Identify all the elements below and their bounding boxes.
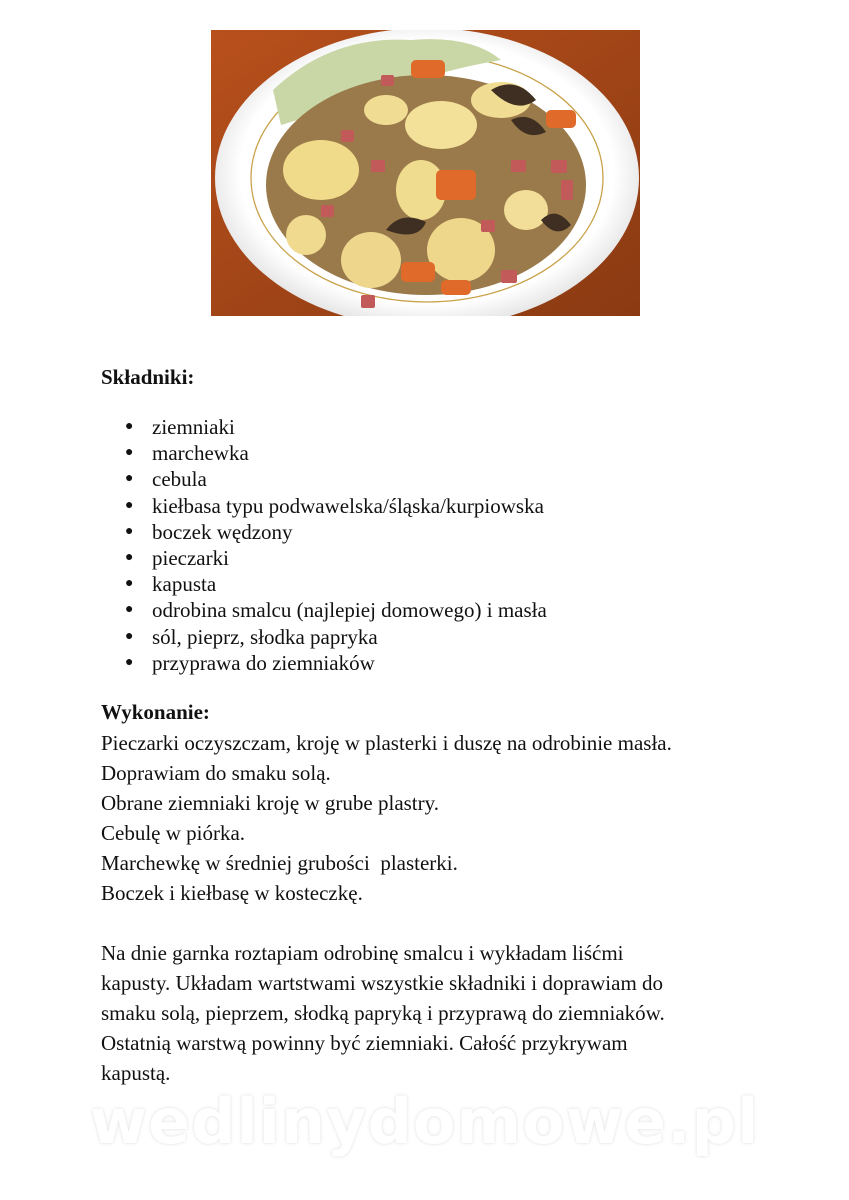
method-heading: Wykonanie: [101, 700, 210, 724]
list-item: ● pieczarki [125, 546, 229, 571]
bullet-icon: ● [125, 523, 134, 539]
method-line: smaku solą, pieprzem, słodką papryką i przyprawą do ziemniaków. [101, 1001, 665, 1025]
bullet-icon: ● [125, 497, 134, 513]
list-item: ● marchewka [125, 441, 249, 466]
method-line: kapustą. [101, 1061, 171, 1085]
bullet-icon: ● [125, 471, 134, 487]
bullet-icon: ● [125, 628, 134, 644]
list-item: ● odrobina smalcu (najlepiej domowego) i masła [125, 598, 547, 623]
method-text [101, 728, 751, 1088]
list-item: ● cebula [125, 467, 207, 492]
method-line: Boczek i kiełbasę w kosteczkę. [101, 881, 363, 905]
method-line: Obrane ziemniaki kroję w grube plastry. [101, 791, 440, 815]
list-item: ● boczek wędzony [125, 519, 293, 544]
method-line: Marchewkę w średniej grubości plasterki. [101, 851, 458, 875]
method-line: Cebulę w piórka. [101, 821, 246, 845]
list-item: ● ziemniaki [125, 415, 235, 439]
bullet-icon: ● [125, 445, 134, 461]
method-line: Doprawiam do smaku solą. [101, 761, 331, 785]
bullet-icon: ● [125, 419, 134, 434]
food-photo [211, 30, 640, 316]
method-line: Na dnie garnka roztapiam odrobinę smalcu i wykładam liśćmi [101, 941, 624, 965]
ingredients-heading: Składniki: [101, 365, 195, 389]
list-item: ● przyprawa do ziemniaków [125, 650, 375, 675]
method-line: kapusty. Układam wartstwami wszystkie składniki i doprawiam do [101, 971, 664, 995]
method-line: Pieczarki oczyszczam, kroję w plasterki i duszę na odrobinie masła. [101, 731, 672, 755]
list-item: ● kapusta [125, 572, 217, 597]
method-line: Ostatnią warstwą powinny być ziemniaki. Całość przykrywam [101, 1031, 628, 1055]
watermark: wedlinydomowe.pl [89, 1085, 760, 1158]
bullet-icon: ● [125, 654, 134, 670]
list-item: ● kiełbasa typu podwawelska/śląska/kurpiowska [125, 493, 544, 518]
bullet-icon: ● [125, 602, 134, 618]
bullet-icon: ● [125, 550, 134, 566]
bullet-icon: ● [125, 576, 134, 592]
list-item: ● sól, pieprz, słodka papryka [125, 624, 378, 649]
ingredients-list [101, 414, 547, 676]
